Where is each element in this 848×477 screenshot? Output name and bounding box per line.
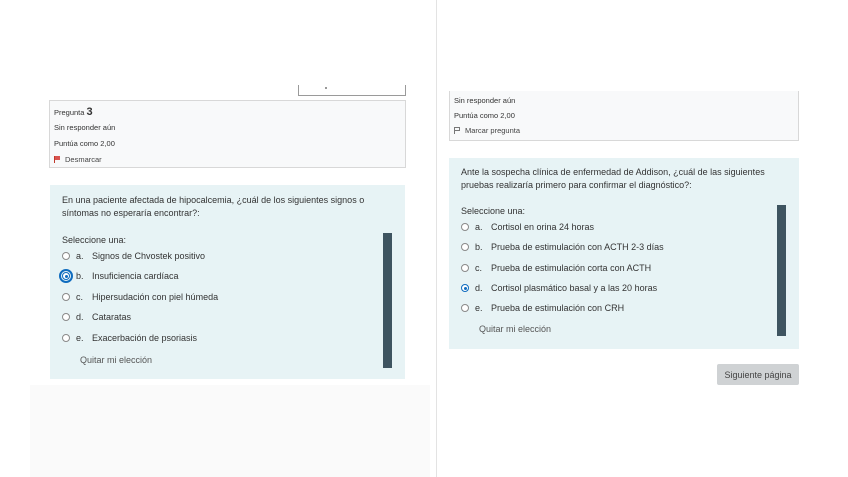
answer-text: Insuficiencia cardíaca xyxy=(92,271,179,281)
flag-question-label: Marcar pregunta xyxy=(465,126,521,135)
question-status: Sin responder aún xyxy=(454,96,516,105)
question-mark: Puntúa como 2,00 xyxy=(454,111,515,120)
question-text: En una paciente afectada de hipocalcemia, ¿cuál de los siguientes signos o síntomas no esperaría encontrar?: xyxy=(62,195,365,218)
answer-letter: a. xyxy=(475,222,483,232)
answer-option-d[interactable] xyxy=(62,310,131,324)
input-dot xyxy=(325,87,327,89)
answer-text: Exacerbación de psoriasis xyxy=(92,333,198,343)
radio-e[interactable] xyxy=(461,304,469,312)
select-prompt: Seleccione una: xyxy=(461,206,526,216)
answer-text: Prueba de estimulación con ACTH 2-3 días xyxy=(491,242,664,252)
radio-e[interactable] xyxy=(62,334,70,342)
flag-question-link[interactable] xyxy=(454,126,520,135)
radio-a[interactable] xyxy=(461,223,469,231)
truncated-input-field[interactable] xyxy=(298,85,406,96)
question-content xyxy=(50,185,405,379)
answer-option-e[interactable] xyxy=(62,331,197,345)
answer-option-b[interactable] xyxy=(461,240,664,254)
question-info-box xyxy=(49,100,406,168)
radio-b[interactable] xyxy=(461,243,469,251)
radio-c[interactable] xyxy=(461,264,469,272)
unflag-link[interactable] xyxy=(54,155,102,164)
answer-option-c[interactable] xyxy=(461,261,651,275)
answer-text: Signos de Chvostek positivo xyxy=(92,251,206,261)
question-status: Sin responder aún xyxy=(54,123,116,132)
question-text: Ante la sospecha clínica de enfermedad de Addison, ¿cuál de las siguientes pruebas realizaría primero para confirmar el diagnóstico?: xyxy=(461,167,765,190)
answer-text: Cataratas xyxy=(92,312,132,322)
answer-option-a[interactable] xyxy=(62,249,205,263)
answer-letter: b. xyxy=(475,242,483,252)
radio-b[interactable] xyxy=(62,272,70,280)
answer-letter: e. xyxy=(76,333,84,343)
scrollbar[interactable] xyxy=(383,233,392,368)
answer-text: Prueba de estimulación con CRH xyxy=(491,303,625,313)
faded-area xyxy=(30,385,430,477)
radio-d[interactable] xyxy=(461,284,469,292)
next-page-button[interactable]: Siguiente página xyxy=(717,364,799,385)
answer-option-e[interactable] xyxy=(461,301,624,315)
question-info-box xyxy=(449,91,799,141)
answer-text: Cortisol plasmático basal y a las 20 horas xyxy=(491,283,658,293)
question-label: Pregunta xyxy=(54,108,85,117)
question-content xyxy=(449,158,799,349)
answer-text: Hipersudación con piel húmeda xyxy=(92,292,219,302)
answer-option-b[interactable] xyxy=(62,269,179,283)
answer-letter: e. xyxy=(475,303,483,313)
answer-option-d[interactable] xyxy=(461,281,657,295)
answer-text: Cortisol en orina 24 horas xyxy=(491,222,595,232)
scrollbar[interactable] xyxy=(777,205,786,336)
answer-letter: d. xyxy=(76,312,84,322)
select-prompt: Seleccione una: xyxy=(62,235,127,245)
answer-option-a[interactable] xyxy=(461,220,594,234)
answer-letter: c. xyxy=(76,292,84,302)
flag-icon xyxy=(54,156,61,163)
unflag-label: Desmarcar xyxy=(65,155,102,164)
answer-letter: b. xyxy=(76,271,84,281)
clear-choice-link[interactable]: Quitar mi elección xyxy=(479,324,552,334)
clear-choice-link[interactable]: Quitar mi elección xyxy=(80,355,153,365)
answer-option-c[interactable] xyxy=(62,290,218,304)
flag-outline-icon xyxy=(454,127,461,134)
answer-letter: a. xyxy=(76,251,84,261)
question-number: 3 xyxy=(86,106,93,118)
question-mark: Puntúa como 2,00 xyxy=(54,139,115,148)
question-number-row xyxy=(54,106,93,118)
answer-text: Prueba de estimulación corta con ACTH xyxy=(491,263,652,273)
radio-a[interactable] xyxy=(62,252,70,260)
right-panel xyxy=(436,0,848,477)
radio-d[interactable] xyxy=(62,313,70,321)
answer-letter: d. xyxy=(475,283,483,293)
answer-letter: c. xyxy=(475,263,483,273)
radio-c[interactable] xyxy=(62,293,70,301)
